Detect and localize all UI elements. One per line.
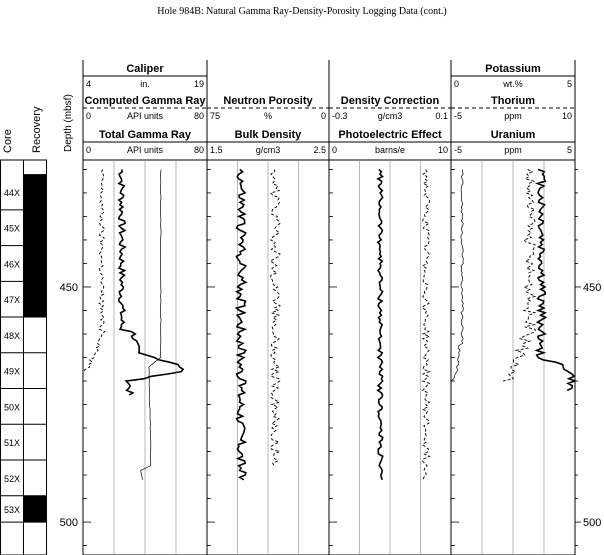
header-unit: in. [140, 79, 150, 89]
header-min: -5 [454, 145, 463, 155]
page-title: Hole 984B: Natural Gamma Ray-Density-Porosity Logging Data (cont.) [157, 6, 447, 17]
header-min: -0.3 [332, 111, 348, 121]
core-label-49X: 49X [4, 366, 21, 377]
header-unit: ppm [504, 111, 522, 121]
header-unit: % [263, 111, 273, 121]
core-label-47X: 47X [4, 295, 21, 306]
header-min: 0 [454, 79, 460, 89]
header-unit: ppm [504, 145, 522, 155]
header-max: 19 [193, 79, 204, 89]
core-label-46X: 46X [4, 259, 21, 270]
header-unit: g/cm3 [377, 111, 403, 121]
curve-total-gamma-ray [119, 169, 183, 395]
core-label-44X: 44X [4, 187, 21, 198]
header-density-correction: Density Correction [340, 95, 440, 107]
core-label-48X: 48X [4, 330, 21, 341]
recovery-bar [24, 496, 47, 522]
curve-uranium [537, 169, 575, 390]
header-min: 0 [332, 145, 338, 155]
header-neutron-porosity: Neutron Porosity [223, 95, 313, 107]
header-bulk-density: Bulk Density [234, 129, 302, 141]
core-label-53X: 53X [4, 504, 21, 515]
recovery-bar [24, 210, 47, 246]
header-max: 80 [193, 145, 204, 155]
curve-caliper [141, 169, 161, 479]
header-computed-gamma-ray: Computed Gamma Ray [84, 95, 206, 107]
header-min: 1.5 [210, 145, 223, 155]
depth-axis-label: Depth (mbsf) [63, 94, 74, 152]
header-uranium: Uranium [490, 129, 536, 141]
header-unit: g/cm3 [255, 145, 281, 155]
header-max: 5 [566, 79, 572, 89]
header-min: -5 [454, 111, 463, 121]
core-label-51X: 51X [4, 438, 21, 449]
curve-neutron-porosity [270, 169, 280, 465]
recovery-bar [24, 246, 47, 282]
header-min: 0 [86, 145, 92, 155]
header-max: 2.5 [313, 145, 326, 155]
core-label-50X: 50X [4, 402, 21, 413]
curve-bulk-density [236, 169, 246, 479]
header-unit: API units [126, 111, 164, 121]
header-unit: API units [126, 145, 164, 155]
curve-potassium [451, 169, 463, 381]
core-label: Core [2, 129, 14, 153]
curve-density-correction [422, 169, 429, 479]
recovery-label: Recovery [31, 106, 43, 153]
curve-thorium [503, 169, 535, 381]
core-label-52X: 52X [4, 473, 21, 484]
header-thorium: Thorium [491, 95, 535, 107]
header-unit: wt.% [503, 79, 523, 89]
header-max: 80 [193, 111, 204, 121]
header-photoelectric-effect: Photoelectric Effect [338, 129, 442, 141]
core-label-45X: 45X [4, 223, 21, 234]
header-min: 0 [86, 111, 92, 121]
recovery-bar [24, 281, 47, 317]
header-min: 75 [210, 111, 221, 121]
header-max: 5 [566, 145, 572, 155]
header-max: 10 [437, 145, 448, 155]
depth-tick-left-450: 450 [59, 281, 78, 294]
header-max: 10 [561, 111, 572, 121]
header-unit: barns/e [374, 145, 406, 155]
header-max: 0.1 [435, 111, 448, 121]
header-max: 0 [320, 111, 326, 121]
curve-computed-gamma-ray [83, 169, 105, 371]
curve-photoelectric-effect [378, 169, 383, 479]
depth-tick-right-500: 500 [583, 517, 602, 530]
depth-tick-right-450: 450 [583, 281, 602, 294]
header-total-gamma-ray: Total Gamma Ray [98, 129, 192, 141]
header-potassium: Potassium [485, 63, 541, 75]
depth-tick-left-500: 500 [59, 517, 78, 530]
header-min: 4 [86, 79, 92, 89]
header-caliper: Caliper [126, 63, 164, 75]
recovery-bar [24, 174, 47, 210]
